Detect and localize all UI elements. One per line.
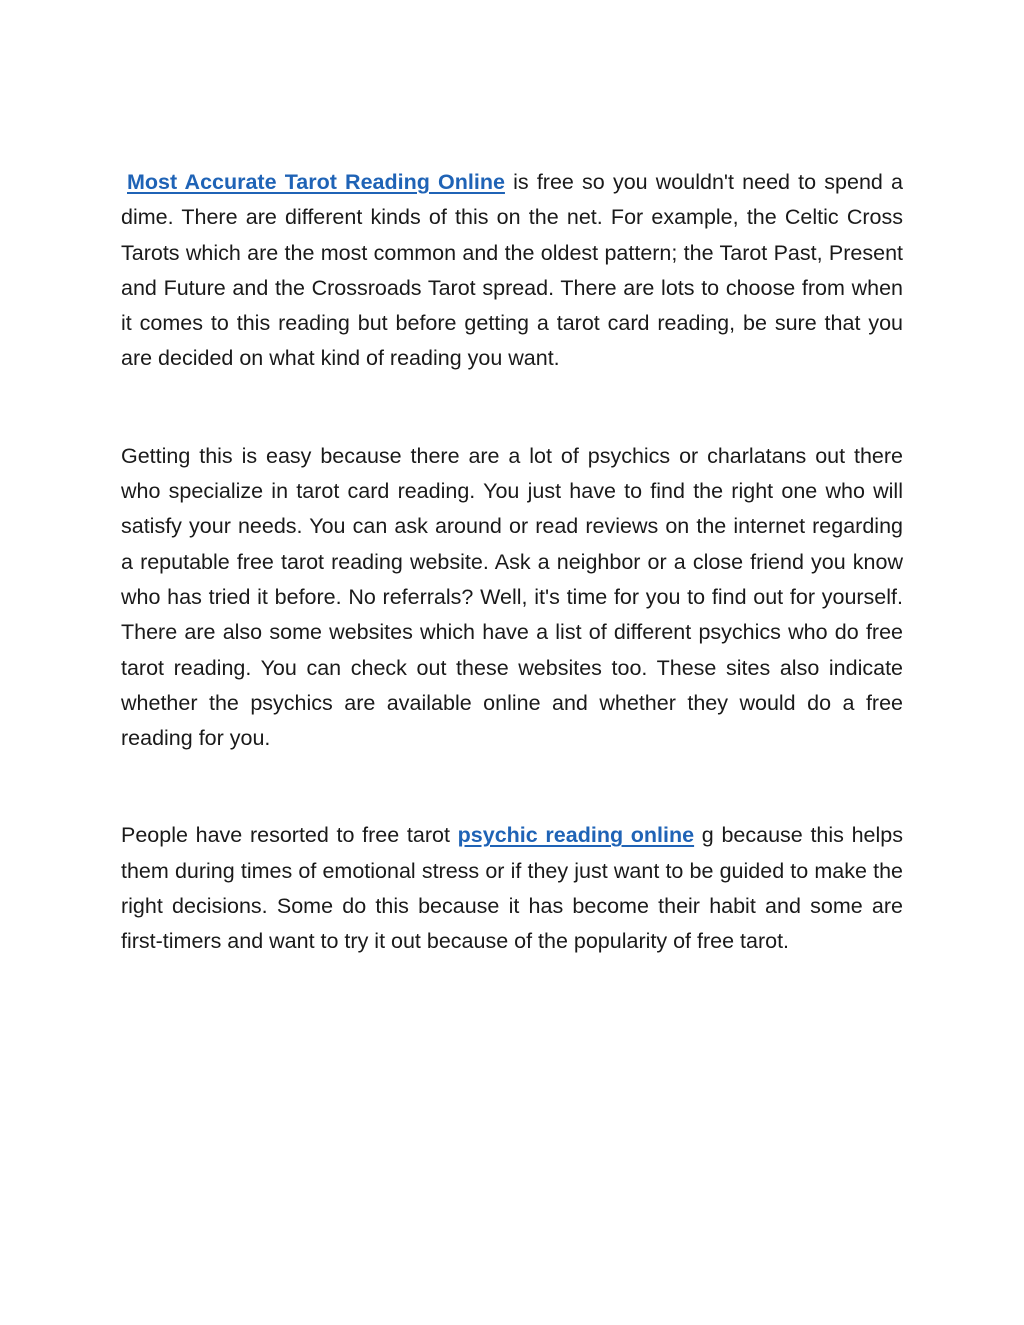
paragraph-intro [121,165,903,377]
link-psychic-reading-online[interactable]: psychic reading online [457,823,695,848]
paragraph-reasons [121,818,903,959]
paragraph-reasons-text-before: People have resorted to free tarot [121,823,458,848]
link-most-accurate-tarot-reading-online[interactable]: Most Accurate Tarot Reading Online [127,170,505,194]
paragraph-finding-psychics [121,439,903,757]
document-body [121,165,903,960]
paragraph-intro-text: is free so you wouldn't need to spend a dime. There are different kinds of this on the net. For example, the Celtic Cross Tarots which are the most common and the oldest pattern; the Tarot Past, Present and Future and the Crossroads Tarot spread. There are lots to choose from when it comes to this reading but before getting a tarot card reading, be sure that you are decided on what kind of reading you want. [121,170,903,371]
paragraph-finding-psychics-text: Getting this is easy because there are a lot of psychics or charlatans out there who specialize in tarot card reading. You just have to find the right one who will satisfy your needs. You can ask around or read reviews on the internet regarding a reputable free tarot reading website. Ask a neighbor or a close friend you know who has tried it before. No referrals? Well, it's time for you to find out for yourself. There are also some websites which have a list of different psychics who do free tarot reading. You can check out these websites too. These sites also indicate whether the psychics are available online and whether they would do a free reading for you. [121,443,903,751]
paragraph-reasons-text-after: g because this helps them during times of emotional stress or if they just want to be guided to make the right decisions. Some do this because it has become their habit and some are first-timers and want to try it out because of the popularity of free tarot. [121,823,903,954]
